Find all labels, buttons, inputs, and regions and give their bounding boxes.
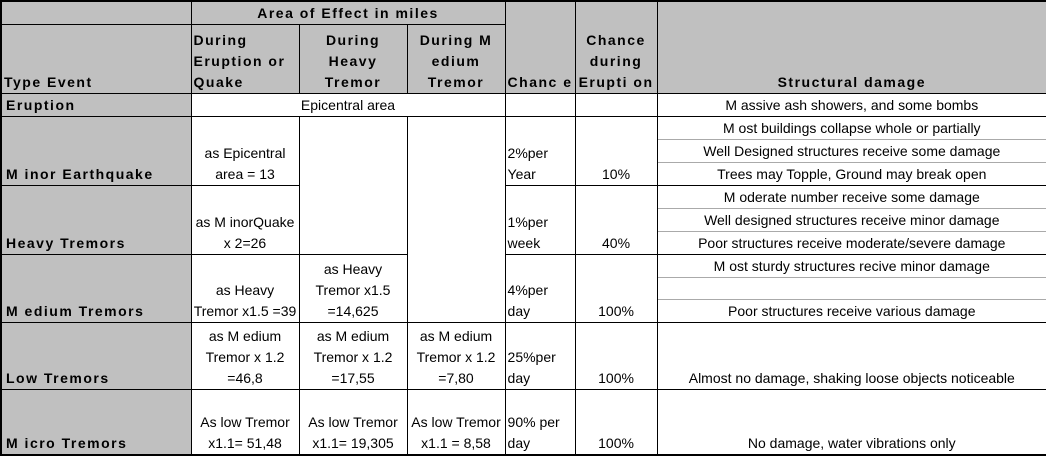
chance-header: Chanc e	[507, 73, 573, 90]
during-eruption-header: During Eruption or Quake	[191, 25, 299, 94]
during-medium-header: During M edium Tremor	[407, 25, 505, 94]
heavy-damage-1: M oderate number receive some damage	[657, 185, 1046, 208]
heavy-chance: 1%per week	[505, 185, 575, 254]
type-minor-earthquake: M inor Earthquake	[1, 116, 191, 185]
medium-damage-3: Poor structures receive various damage	[657, 299, 1046, 322]
area-of-effect-header: Area of Effect in miles	[191, 1, 505, 25]
eruption-chance-eruption	[575, 93, 657, 116]
medium-heavy-area: as Heavy Tremor x1.5 =14,625	[299, 254, 407, 322]
medium-damage-2	[657, 277, 1046, 299]
heavy-damage-3: Poor structures receive moderate/severe damage	[657, 231, 1046, 254]
heavy-eruption-area: as M inorQuake x 2=26	[191, 185, 299, 254]
during-heavy-header: During Heavy Tremor	[299, 25, 407, 94]
minor-eruption-area	[191, 116, 299, 185]
micro-chance: 90% per day	[505, 389, 575, 455]
medium-damage-1: M ost sturdy structures recive minor damage	[657, 254, 1046, 277]
minor-damage-3: Trees may Topple, Ground may break open	[657, 162, 1046, 185]
medium-chance-eruption: 100%	[575, 254, 657, 322]
micro-heavy-area: As low Tremor x1.1= 19,305	[299, 389, 407, 455]
micro-eruption-area: As low Tremor x1.1= 51,48	[191, 389, 299, 455]
header-blank-cell	[1, 1, 191, 25]
chance-header-cell	[505, 1, 575, 93]
low-damage: Almost no damage, shaking loose objects noticeable	[657, 322, 1046, 389]
low-eruption-area: as M edium Tremor x 1.2 =46,8	[191, 322, 299, 389]
low-heavy-area: as M edium Tremor x 1.2 =17,55	[299, 322, 407, 389]
minor-damage-2: Well Designed structures receive some damage	[657, 139, 1046, 162]
low-chance-eruption: 100%	[575, 322, 657, 389]
medium-area-merged	[407, 116, 505, 322]
type-heavy-tremors: Heavy Tremors	[1, 185, 191, 254]
heavy-chance-eruption: 40%	[575, 185, 657, 254]
heavy-damage-2: Well designed structures receive minor damage	[657, 208, 1046, 231]
heavy-area-blank	[299, 116, 407, 254]
structural-damage-header: Structural damage	[657, 1, 1046, 93]
type-eruption: Eruption	[1, 93, 191, 116]
low-medium-area: as M edium Tremor x 1.2 =7,80	[407, 322, 505, 389]
type-micro-tremors: M icro Tremors	[1, 389, 191, 455]
eruption-area: Epicentral area	[191, 93, 505, 116]
micro-damage: No damage, water vibrations only	[657, 389, 1046, 455]
type-event-header: Type Event	[1, 25, 191, 94]
minor-chance: 2%per Year	[505, 116, 575, 185]
type-medium-tremors: M edium Tremors	[1, 254, 191, 322]
minor-eruption-area-text: as Epicentral area = 13	[204, 144, 286, 182]
micro-chance-eruption: 100%	[575, 389, 657, 455]
medium-eruption-area: as Heavy Tremor x1.5 =39	[191, 254, 299, 322]
eruption-damage: M assive ash showers, and some bombs	[657, 93, 1046, 116]
eruption-chance	[505, 93, 575, 116]
chance-during-eruption-header: Chance during Erupti on	[575, 1, 657, 93]
medium-chance: 4%per day	[505, 254, 575, 322]
type-low-tremors: Low Tremors	[1, 322, 191, 389]
micro-medium-area: As low Tremor x1.1 = 8,58	[407, 389, 505, 455]
minor-chance-eruption: 10%	[575, 116, 657, 185]
low-chance: 25%per day	[505, 322, 575, 389]
minor-damage-1: M ost buildings collapse whole or partially	[657, 116, 1046, 139]
